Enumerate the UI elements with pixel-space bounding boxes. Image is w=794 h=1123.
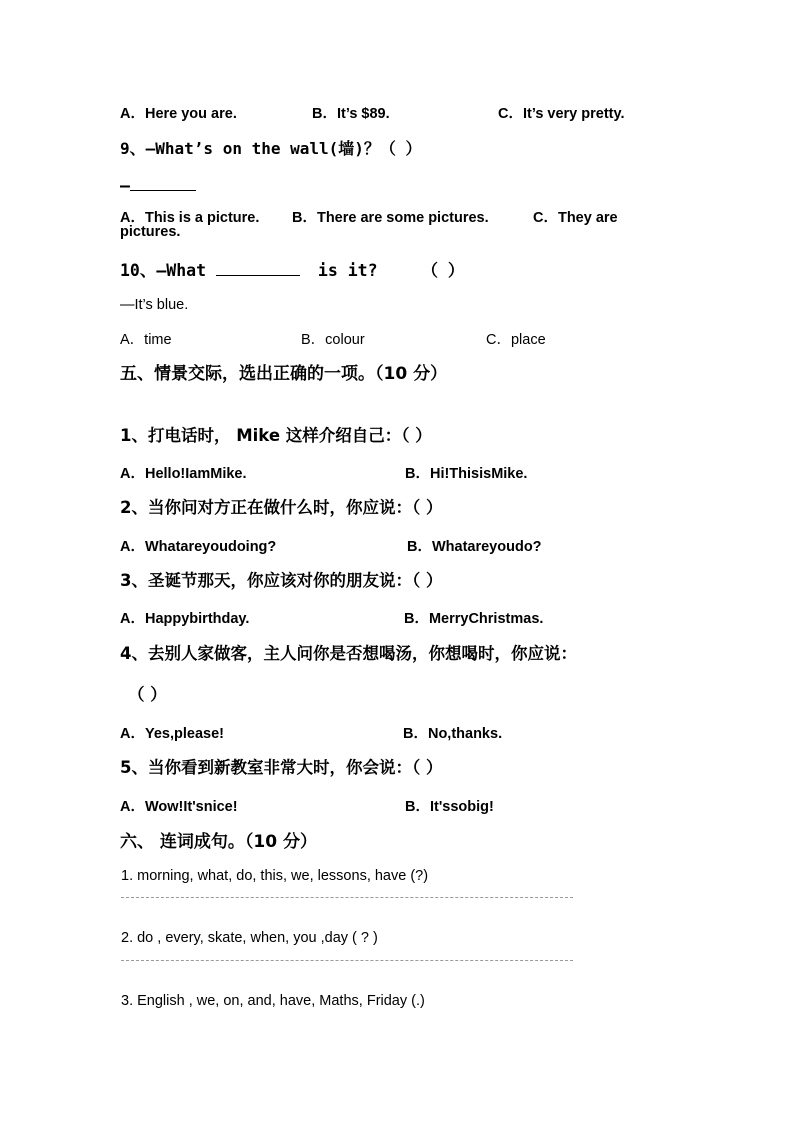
s5-item5-option-b: B．It'ssobig! bbox=[405, 799, 494, 815]
s5-item3-option-a: A．Happybirthday. bbox=[120, 611, 250, 627]
q9-answer-line bbox=[120, 176, 196, 195]
q10-stem bbox=[120, 257, 464, 281]
q9-option-c: C．They are bbox=[533, 210, 618, 226]
s5-item1-stem: 1、打电话时， Mike 这样介绍自己：（ ） bbox=[120, 426, 432, 445]
s5-item4-stem: 4、去别人家做客，主人问你是否想喝汤，你想喝时，你应说： bbox=[120, 644, 577, 663]
s5-item3-stem: 3、圣诞节那天，你应该对你的朋友说：（ ） bbox=[120, 571, 443, 590]
s5-item1-option-a: A．Hello!IamMike. bbox=[120, 466, 247, 482]
s5-item2-option-b: B．Whatareyoudo? bbox=[407, 539, 542, 555]
q9-answer-prefix: — bbox=[120, 176, 130, 195]
q8-option-a: A．Here you are. bbox=[120, 106, 237, 122]
q9-stem: 9、—What’s on the wall(墙)？（ ） bbox=[120, 139, 422, 158]
s5-item5-stem: 5、当你看到新教室非常大时，你会说：（ ） bbox=[120, 758, 443, 777]
q9-option-c-continued: pictures. bbox=[120, 224, 181, 240]
s5-item2-option-a: A．Whatareyoudoing? bbox=[120, 539, 277, 555]
q10-blank bbox=[216, 261, 300, 276]
q10-paren: （ ） bbox=[421, 261, 465, 280]
q10-reply: —It’s blue. bbox=[120, 297, 189, 313]
s5-item4-option-a: A．Yes,please! bbox=[120, 726, 224, 742]
section6-title: 六、 连词成句。（10 分） bbox=[120, 832, 317, 852]
s6-item1: 1. morning, what, do, this, we, lessons, have (?) bbox=[121, 868, 429, 884]
q8-option-b: B．It’s $89. bbox=[312, 106, 390, 122]
s5-item2-stem: 2、当你问对方正在做什么时，你应说：（ ） bbox=[120, 498, 443, 517]
q10-option-a: A．time bbox=[120, 332, 172, 348]
s5-item4-option-b: B．No,thanks. bbox=[403, 726, 503, 742]
s5-item5-option-a: A．Wow!It'snice! bbox=[120, 799, 238, 815]
q10-stem-post: is it? bbox=[317, 261, 378, 280]
s5-item4-paren: （ ） bbox=[128, 685, 167, 704]
q10-option-b: B．colour bbox=[301, 332, 365, 348]
q9-answer-blank bbox=[130, 176, 196, 191]
s6-item2: 2. do , every, skate, when, you ,day ( ? ) bbox=[121, 930, 378, 946]
s6-item1-answer-line bbox=[121, 897, 573, 898]
q10-stem-pre: 10、—What bbox=[120, 261, 207, 280]
q8-option-c: C．It’s very pretty. bbox=[498, 106, 625, 122]
q9-option-b: B．There are some pictures. bbox=[292, 210, 489, 226]
s5-item3-option-b: B．MerryChristmas. bbox=[404, 611, 544, 627]
q9-option-a: A．This is a picture. bbox=[120, 210, 260, 226]
q10-option-c: C．place bbox=[486, 332, 546, 348]
s6-item2-answer-line bbox=[121, 960, 573, 961]
s6-item3: 3. English , we, on, and, have, Maths, Friday (.) bbox=[121, 993, 425, 1009]
s5-item1-option-b: B．Hi!ThisisMike. bbox=[405, 466, 528, 482]
section5-title: 五、情景交际，选出正确的一项。（10 分） bbox=[120, 364, 448, 384]
